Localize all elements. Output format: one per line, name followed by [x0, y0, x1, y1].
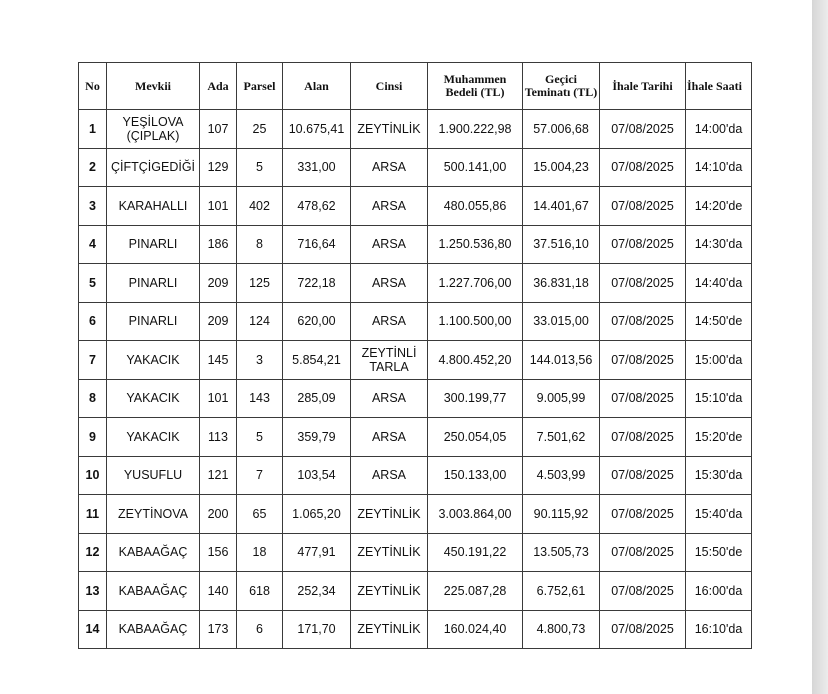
cell-no: 3: [79, 187, 107, 226]
table-row: [79, 379, 752, 418]
cell-no: 11: [79, 495, 107, 534]
header-gecici-teminati: Geçici Teminatı (TL): [523, 63, 600, 110]
header-no: No: [79, 63, 107, 110]
table-row: [79, 341, 752, 380]
cell-alan: 716,64: [283, 225, 351, 264]
cell-cinsi: ARSA: [351, 264, 428, 303]
cell-no: 12: [79, 533, 107, 572]
cell-mevkii: YAKACIK: [107, 379, 200, 418]
cell-gecici-teminati: 4.503,99: [523, 456, 600, 495]
cell-mevkii: KABAAĞAÇ: [107, 572, 200, 611]
cell-ihale-tarihi: 07/08/2025: [600, 495, 686, 534]
table-row: [79, 610, 752, 649]
table-row: [79, 418, 752, 457]
cell-ihale-tarihi: 07/08/2025: [600, 456, 686, 495]
cell-ada: 209: [200, 302, 237, 341]
cell-no: 14: [79, 610, 107, 649]
cell-ihale-saati: 14:20'de: [686, 187, 752, 226]
cell-muhammen-bedeli: 300.199,77: [428, 379, 523, 418]
cell-ihale-saati: 15:30'da: [686, 456, 752, 495]
cell-parsel: 65: [237, 495, 283, 534]
cell-ihale-saati: 16:00'da: [686, 572, 752, 611]
cell-muhammen-bedeli: 1.900.222,98: [428, 110, 523, 149]
cell-gecici-teminati: 13.505,73: [523, 533, 600, 572]
header-alan: Alan: [283, 63, 351, 110]
cell-ihale-saati: 14:10'da: [686, 148, 752, 187]
cell-gecici-teminati: 15.004,23: [523, 148, 600, 187]
header-parsel: Parsel: [237, 63, 283, 110]
cell-no: 13: [79, 572, 107, 611]
cell-ada: 129: [200, 148, 237, 187]
cell-alan: 620,00: [283, 302, 351, 341]
cell-gecici-teminati: 144.013,56: [523, 341, 600, 380]
cell-mevkii: YAKACIK: [107, 418, 200, 457]
cell-no: 1: [79, 110, 107, 149]
cell-cinsi: ZEYTİNLİK: [351, 110, 428, 149]
table-row: [79, 148, 752, 187]
cell-parsel: 124: [237, 302, 283, 341]
cell-muhammen-bedeli: 1.100.500,00: [428, 302, 523, 341]
header-ihale-tarihi: İhale Tarihi: [600, 63, 686, 110]
cell-mevkii: KABAAĞAÇ: [107, 610, 200, 649]
cell-parsel: 6: [237, 610, 283, 649]
header-cinsi: Cinsi: [351, 63, 428, 110]
cell-muhammen-bedeli: 1.250.536,80: [428, 225, 523, 264]
cell-no: 6: [79, 302, 107, 341]
cell-gecici-teminati: 7.501,62: [523, 418, 600, 457]
cell-alan: 1.065,20: [283, 495, 351, 534]
cell-gecici-teminati: 6.752,61: [523, 572, 600, 611]
cell-no: 4: [79, 225, 107, 264]
table-row: [79, 264, 752, 303]
cell-ihale-saati: 15:50'de: [686, 533, 752, 572]
cell-cinsi: ZEYTİNLİK: [351, 572, 428, 611]
cell-mevkii: YEŞİLOVA (ÇIPLAK): [107, 110, 200, 149]
cell-muhammen-bedeli: 250.054,05: [428, 418, 523, 457]
cell-cinsi: ARSA: [351, 418, 428, 457]
cell-ihale-tarihi: 07/08/2025: [600, 187, 686, 226]
cell-gecici-teminati: 9.005,99: [523, 379, 600, 418]
cell-ada: 145: [200, 341, 237, 380]
cell-no: 5: [79, 264, 107, 303]
cell-gecici-teminati: 57.006,68: [523, 110, 600, 149]
cell-no: 8: [79, 379, 107, 418]
cell-cinsi: ZEYTİNLİK: [351, 533, 428, 572]
cell-parsel: 18: [237, 533, 283, 572]
cell-muhammen-bedeli: 1.227.706,00: [428, 264, 523, 303]
cell-ada: 107: [200, 110, 237, 149]
cell-no: 10: [79, 456, 107, 495]
cell-ada: 173: [200, 610, 237, 649]
cell-alan: 331,00: [283, 148, 351, 187]
cell-gecici-teminati: 37.516,10: [523, 225, 600, 264]
header-ada: Ada: [200, 63, 237, 110]
cell-alan: 5.854,21: [283, 341, 351, 380]
cell-ihale-tarihi: 07/08/2025: [600, 110, 686, 149]
page-edge: [812, 0, 828, 694]
cell-ada: 186: [200, 225, 237, 264]
cell-parsel: 25: [237, 110, 283, 149]
cell-ihale-tarihi: 07/08/2025: [600, 572, 686, 611]
cell-parsel: 618: [237, 572, 283, 611]
cell-parsel: 5: [237, 418, 283, 457]
table-row: [79, 456, 752, 495]
cell-alan: 722,18: [283, 264, 351, 303]
cell-ada: 121: [200, 456, 237, 495]
cell-muhammen-bedeli: 480.055,86: [428, 187, 523, 226]
cell-muhammen-bedeli: 450.191,22: [428, 533, 523, 572]
cell-parsel: 125: [237, 264, 283, 303]
cell-ada: 101: [200, 187, 237, 226]
cell-gecici-teminati: 90.115,92: [523, 495, 600, 534]
cell-muhammen-bedeli: 150.133,00: [428, 456, 523, 495]
cell-cinsi: ZEYTİNLİK: [351, 495, 428, 534]
cell-mevkii: PINARLI: [107, 264, 200, 303]
cell-mevkii: PINARLI: [107, 225, 200, 264]
cell-alan: 252,34: [283, 572, 351, 611]
cell-alan: 171,70: [283, 610, 351, 649]
cell-parsel: 8: [237, 225, 283, 264]
cell-cinsi: ARSA: [351, 187, 428, 226]
cell-cinsi: ARSA: [351, 456, 428, 495]
cell-alan: 285,09: [283, 379, 351, 418]
cell-parsel: 402: [237, 187, 283, 226]
cell-muhammen-bedeli: 500.141,00: [428, 148, 523, 187]
header-mevkii: Mevkii: [107, 63, 200, 110]
cell-muhammen-bedeli: 3.003.864,00: [428, 495, 523, 534]
cell-no: 7: [79, 341, 107, 380]
cell-ihale-tarihi: 07/08/2025: [600, 610, 686, 649]
cell-ihale-tarihi: 07/08/2025: [600, 533, 686, 572]
cell-cinsi: ARSA: [351, 379, 428, 418]
cell-cinsi: ARSA: [351, 225, 428, 264]
table-row: [79, 533, 752, 572]
cell-mevkii: KABAAĞAÇ: [107, 533, 200, 572]
table-row: [79, 572, 752, 611]
cell-muhammen-bedeli: 225.087,28: [428, 572, 523, 611]
cell-mevkii: PINARLI: [107, 302, 200, 341]
cell-ada: 113: [200, 418, 237, 457]
cell-ihale-saati: 16:10'da: [686, 610, 752, 649]
cell-ihale-saati: 15:10'da: [686, 379, 752, 418]
cell-alan: 359,79: [283, 418, 351, 457]
header-muhammen-bedeli: Muhammen Bedeli (TL): [428, 63, 523, 110]
cell-parsel: 3: [237, 341, 283, 380]
cell-no: 2: [79, 148, 107, 187]
cell-alan: 478,62: [283, 187, 351, 226]
cell-gecici-teminati: 4.800,73: [523, 610, 600, 649]
cell-cinsi: ZEYTİNLİK: [351, 610, 428, 649]
cell-ihale-saati: 14:40'da: [686, 264, 752, 303]
cell-mevkii: ÇİFTÇİGEDİĞİ: [107, 148, 200, 187]
cell-mevkii: YAKACIK: [107, 341, 200, 380]
cell-parsel: 7: [237, 456, 283, 495]
cell-ihale-tarihi: 07/08/2025: [600, 225, 686, 264]
cell-ihale-tarihi: 07/08/2025: [600, 341, 686, 380]
cell-ihale-saati: 15:40'da: [686, 495, 752, 534]
cell-mevkii: ZEYTİNOVA: [107, 495, 200, 534]
cell-no: 9: [79, 418, 107, 457]
table-row: [79, 495, 752, 534]
cell-gecici-teminati: 33.015,00: [523, 302, 600, 341]
cell-parsel: 5: [237, 148, 283, 187]
cell-ihale-saati: 14:30'da: [686, 225, 752, 264]
cell-ihale-saati: 14:00'da: [686, 110, 752, 149]
cell-alan: 477,91: [283, 533, 351, 572]
cell-ihale-saati: 15:20'de: [686, 418, 752, 457]
cell-ihale-tarihi: 07/08/2025: [600, 148, 686, 187]
table-row: [79, 302, 752, 341]
cell-muhammen-bedeli: 160.024,40: [428, 610, 523, 649]
auction-table: [78, 62, 752, 649]
cell-gecici-teminati: 36.831,18: [523, 264, 600, 303]
cell-ihale-tarihi: 07/08/2025: [600, 418, 686, 457]
cell-ihale-tarihi: 07/08/2025: [600, 264, 686, 303]
cell-ihale-tarihi: 07/08/2025: [600, 302, 686, 341]
cell-ihale-saati: 14:50'de: [686, 302, 752, 341]
cell-mevkii: KARAHALLI: [107, 187, 200, 226]
cell-parsel: 143: [237, 379, 283, 418]
cell-cinsi: ARSA: [351, 148, 428, 187]
table-row: [79, 110, 752, 149]
header-ihale-saati: İhale Saati: [686, 63, 752, 110]
table-header-row: [79, 63, 752, 110]
cell-cinsi: ZEYTİNLİ TARLA: [351, 341, 428, 380]
cell-alan: 103,54: [283, 456, 351, 495]
cell-ada: 101: [200, 379, 237, 418]
cell-ada: 200: [200, 495, 237, 534]
cell-gecici-teminati: 14.401,67: [523, 187, 600, 226]
cell-cinsi: ARSA: [351, 302, 428, 341]
cell-ihale-saati: 15:00'da: [686, 341, 752, 380]
cell-ada: 209: [200, 264, 237, 303]
cell-ihale-tarihi: 07/08/2025: [600, 379, 686, 418]
cell-mevkii: YUSUFLU: [107, 456, 200, 495]
table-row: [79, 225, 752, 264]
table-row: [79, 187, 752, 226]
cell-ada: 156: [200, 533, 237, 572]
cell-ada: 140: [200, 572, 237, 611]
cell-muhammen-bedeli: 4.800.452,20: [428, 341, 523, 380]
cell-alan: 10.675,41: [283, 110, 351, 149]
